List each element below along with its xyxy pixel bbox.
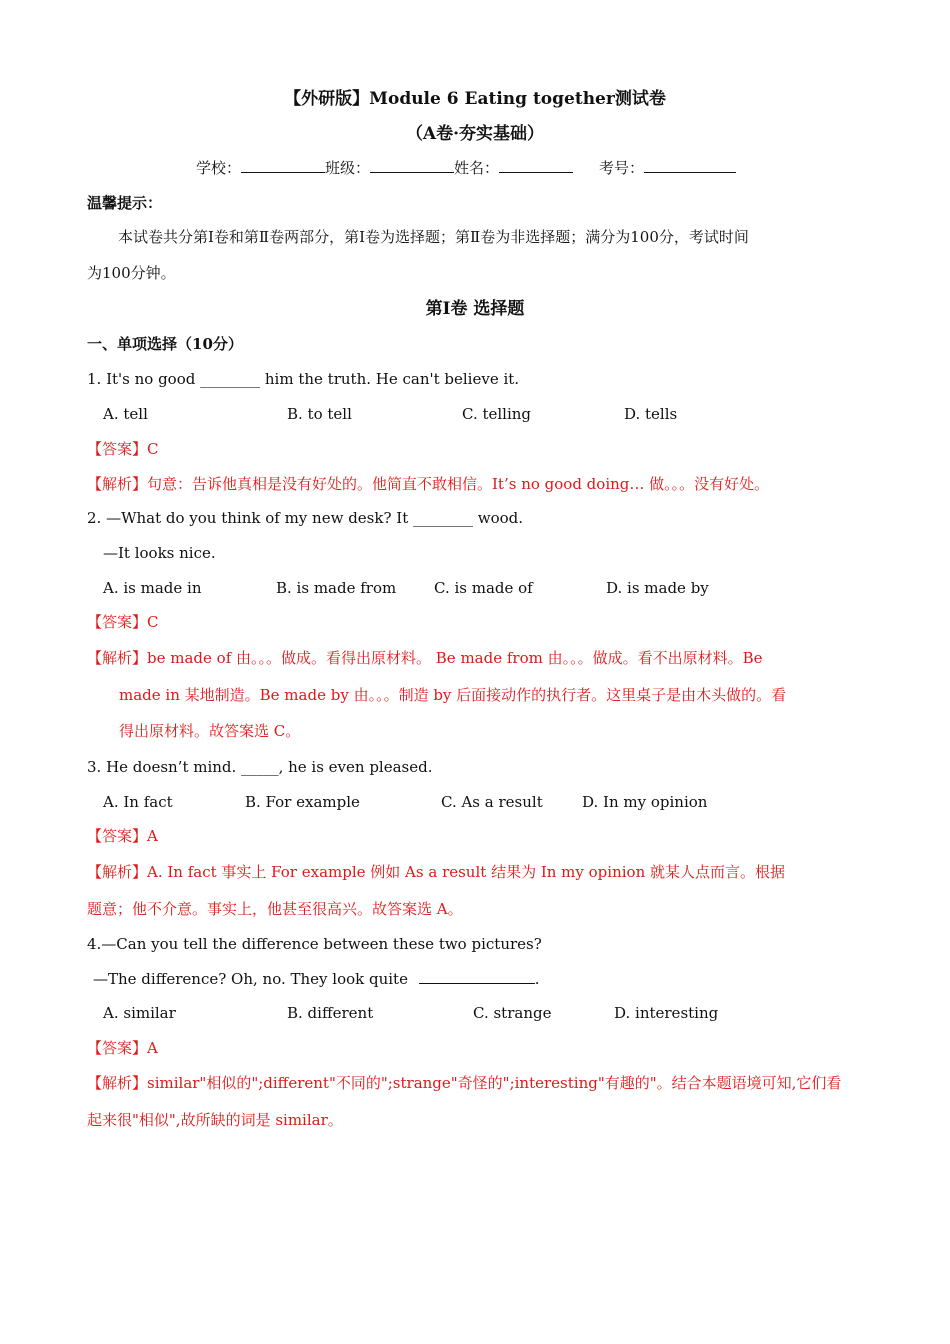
school-blank — [241, 158, 325, 173]
school-label: 学校： — [196, 159, 242, 177]
question-1-option-c: C. telling — [462, 405, 532, 423]
question-1-stem-pre: 1. It's no good — [87, 370, 201, 388]
exam-no-blank — [644, 158, 736, 173]
question-2-option-d: D. is made by — [606, 579, 709, 597]
part-title: 一、单项选择（10分） — [87, 335, 243, 353]
question-3-option-d: D. In my opinion — [582, 793, 708, 811]
question-3-option-a: A. In fact — [103, 793, 173, 811]
question-3-analysis-line-2: 题意；他不介意。事实上，他甚至很高兴。故答案选 A。 — [87, 900, 463, 918]
question-3-blank: _____ — [241, 758, 279, 776]
question-3-stem-post: , he is even pleased. — [278, 758, 433, 776]
question-4-reply — [93, 969, 540, 989]
question-4-analysis-line-1: 【解析】similar"相似的";different"不同的";strange"奇怪的";interesting"有趣的"。结合本题语境可知,它们看 — [87, 1074, 842, 1092]
question-2-stem — [87, 508, 523, 528]
question-2-option-c: C. is made of — [434, 579, 533, 597]
exam-title: 【外研版】Module 6 Eating together测试卷 — [284, 89, 666, 109]
question-1-stem — [87, 369, 519, 389]
exam-no-label: 考号： — [599, 159, 645, 177]
question-2-answer: 【答案】C — [87, 613, 159, 631]
question-3-analysis-line-1: 【解析】A. In fact 事实上 For example 例如 As a result 结果为 In my opinion 就某人点而言。根据 — [87, 863, 786, 881]
question-3-option-b: B. For example — [245, 793, 360, 811]
question-2-option-b: B. is made from — [276, 579, 397, 597]
question-4-stem: 4.—Can you tell the difference between these two pictures? — [87, 935, 542, 953]
question-3-stem — [87, 757, 433, 777]
question-2-stem-post: wood. — [473, 509, 524, 527]
question-4-option-a: A. similar — [103, 1004, 176, 1022]
question-3-option-c: C. As a result — [441, 793, 543, 811]
question-4-option-c: C. strange — [473, 1004, 552, 1022]
question-1-option-d: D. tells — [624, 405, 678, 423]
question-4-reply-post: . — [534, 970, 540, 988]
question-1-option-b: B. to tell — [287, 405, 352, 423]
question-1-answer: 【答案】C — [87, 440, 159, 458]
question-2-analysis-line-3: 得出原材料。故答案选 C。 — [119, 722, 301, 740]
question-2-analysis-line-2: made in 某地制造。Be made by 由。。。制造 by 后面接动作的执行者。这里桌子是由木头做的。看 — [119, 686, 787, 704]
question-1-blank: ________ — [200, 370, 261, 388]
question-2-reply: —It looks nice. — [103, 544, 216, 562]
question-1-option-a: A. tell — [103, 405, 148, 423]
notice-line-2: 为100分钟。 — [87, 264, 176, 282]
question-4-option-d: D. interesting — [614, 1004, 719, 1022]
notice-heading: 温馨提示： — [87, 194, 163, 212]
question-2-stem-pre: 2. —What do you think of my new desk? It — [87, 509, 413, 527]
question-4-option-b: B. different — [287, 1004, 374, 1022]
question-2-analysis-line-1: 【解析】be made of 由。。。做成。看得出原材料。 Be made from 由。。。做成。看不出原材料。Be — [87, 649, 763, 667]
name-blank — [499, 158, 573, 173]
class-blank — [370, 158, 454, 173]
question-2-option-a: A. is made in — [103, 579, 202, 597]
question-1-analysis-line-1: 【解析】句意：告诉他真相是没有好处的。他简直不敢相信。It’s no good doing… 做。。。没有好处。 — [87, 475, 770, 493]
question-2-blank: ________ — [413, 509, 473, 527]
question-4-reply-pre: —The difference? Oh, no. They look quite — [93, 970, 413, 988]
question-4-answer: 【答案】A — [87, 1039, 158, 1057]
question-4-blank — [419, 969, 535, 984]
section-title: 第Ⅰ卷 选择题 — [425, 299, 525, 319]
question-4-analysis-line-2: 起来很"相似",故所缺的词是 similar。 — [87, 1111, 343, 1129]
exam-subtitle: （A卷·夯实基础） — [405, 124, 545, 144]
name-label: 姓名： — [454, 159, 500, 177]
class-label: 班级： — [325, 159, 371, 177]
question-1-stem-post: him the truth. He can't believe it. — [260, 370, 520, 388]
question-3-answer: 【答案】A — [87, 827, 158, 845]
student-info-row — [196, 158, 736, 178]
notice-line-1: 本试卷共分第Ⅰ卷和第Ⅱ卷两部分，第Ⅰ卷为选择题；第Ⅱ卷为非选择题；满分为100分，考试时间 — [118, 228, 749, 246]
question-3-stem-pre: 3. He doesn’t mind. — [87, 758, 242, 776]
